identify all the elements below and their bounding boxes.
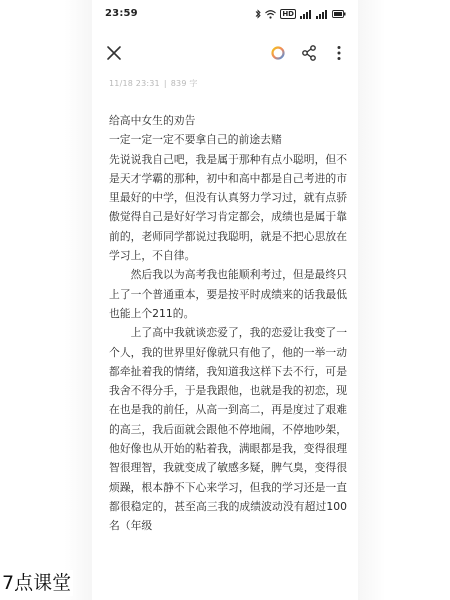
signal-icon — [316, 10, 328, 19]
note-subtitle: 一定一定一定不要拿自己的前途去赌 — [109, 133, 282, 147]
note-toolbar — [93, 38, 356, 68]
note-paragraph: 上了高中我就谈恋爱了，我的恋爱让我变了一个人，我的世界里好像就只有他了，他的一举一动都牵扯着我的情绪，我知道我这样下去不行，可是我舍不得分手，于是我跟他，也就是我的初恋，现在也是我的前任，从高一到高二，再是度过了艰难的高三，我后面就会跟他不停地闹，不停地吵架，他好像也从开始的粘着我，满眼都是我，变得很理智很理智，我就变成了敏感多疑，脾气臭，变得很烦躁，根本静不下心来学习，但我的学习还是一直都很稳定的，甚至高三我的成绩波动没有超过100名（年级 — [109, 326, 347, 533]
note-title: 给高中女生的劝告 — [109, 114, 196, 127]
signal-icon — [300, 10, 312, 19]
battery-icon — [332, 10, 346, 18]
meta-separator: | — [163, 79, 167, 88]
hd-icon: HD — [282, 10, 294, 18]
note-date: 11/18 23:31 — [109, 79, 160, 88]
left-margin — [0, 0, 92, 600]
note-meta — [109, 78, 198, 89]
close-icon[interactable] — [105, 44, 123, 62]
bluetooth-icon — [255, 9, 261, 19]
right-margin — [358, 0, 450, 600]
status-time: 23:59 — [105, 8, 138, 19]
watermark-text: 7点课堂 — [2, 572, 72, 594]
phone-screen — [93, 0, 356, 600]
content-fade — [93, 560, 356, 600]
note-paragraph: 然后我以为高考我也能顺利考过，但是最终只上了一个普通重本，要是按平时成绩来的话我最低也能上个211的。 — [109, 268, 347, 320]
share-icon[interactable] — [300, 44, 318, 62]
note-paragraph: 先说说我自己吧，我是属于那种有点小聪明，但不是天才学霸的那种，初中和高中都是自己考进的市里最好的中学，但没有认真努力学习过，就有点骄傲觉得自己是好好学习肯定都会，成绩也是属于靠前的，老师同学都说过我聪明，就是不把心思放在学习上，不自律。 — [109, 152, 347, 263]
more-icon[interactable] — [332, 44, 346, 62]
wifi-icon — [265, 10, 276, 19]
note-content[interactable] — [109, 111, 347, 536]
status-icons — [255, 8, 346, 20]
note-word-count: 839 字 — [170, 79, 198, 88]
status-bar — [93, 0, 356, 30]
ring-icon[interactable] — [270, 45, 286, 61]
